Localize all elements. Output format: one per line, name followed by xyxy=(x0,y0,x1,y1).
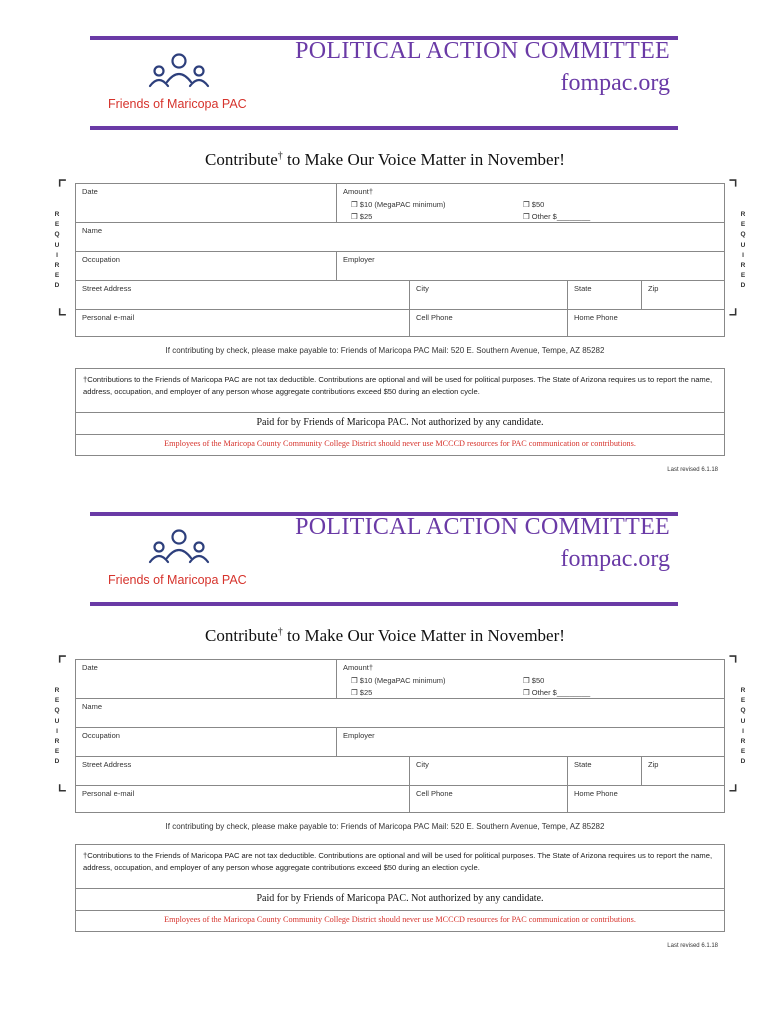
contribution-form xyxy=(75,659,725,813)
left-bracket-top: ⌜ xyxy=(57,176,68,201)
legal-notice xyxy=(75,368,725,456)
revision-date: Last revised 6.1.18 xyxy=(667,943,718,949)
logo-org-name: Friends of Maricopa PAC xyxy=(108,573,247,587)
people-icon xyxy=(148,52,210,92)
paid-for-statement: Paid for by Friends of Maricopa PAC. Not authorized by any candidate. xyxy=(256,893,544,904)
notice-divider xyxy=(76,910,724,911)
notice-divider xyxy=(76,888,724,889)
occupation-field[interactable]: Occupation xyxy=(76,728,337,757)
amount-option-50[interactable]: ❒ $50 xyxy=(523,676,545,685)
right-bracket-bottom: ⌟ xyxy=(728,770,739,795)
home-phone-field[interactable]: Home Phone xyxy=(574,789,618,798)
check-payment-instructions: If contributing by check, please make payable to: Friends of Maricopa PAC Mail: 520 E. Southern Avenue, Tempe, AZ 85282 xyxy=(165,346,605,355)
amount-field: Amount† ❒ $10 (MegaPAC minimum) ❒ $25 ❒ $50 ❒ Other $________ xyxy=(337,184,724,223)
amount-option-other[interactable]: ❒ Other $________ xyxy=(523,688,591,697)
header-url[interactable]: fompac.org xyxy=(560,546,670,572)
left-bracket-top: ⌜ xyxy=(57,652,68,677)
street-address-field[interactable]: Street Address xyxy=(76,281,410,310)
notice-divider xyxy=(76,412,724,413)
cell-phone-field[interactable]: Cell Phone xyxy=(410,310,568,336)
form-headline: Contribute† to Make Our Voice Matter in November! xyxy=(205,626,565,645)
header-bottom-rule xyxy=(90,126,678,130)
header-bottom-rule xyxy=(90,602,678,606)
amount-option-25[interactable]: ❒ $25 xyxy=(351,212,373,221)
form-headline: Contribute† to Make Our Voice Matter in November! xyxy=(205,150,565,169)
tax-disclaimer: †Contributions to the Friends of Maricopa PAC are not tax deductible. Contributions are optional and will be used for political purposes. The State of Arizona requires us to report the name, address, occupation, and employer of any person whose aggregate contributions exceed $50 during an election cycle. xyxy=(83,375,713,396)
pac-logo xyxy=(100,44,260,118)
header-url[interactable]: fompac.org xyxy=(560,70,670,96)
date-field[interactable]: Date xyxy=(76,660,337,699)
right-bracket-top: ⌝ xyxy=(728,176,739,201)
amount-option-10[interactable]: ❒ $10 (MegaPAC minimum) xyxy=(351,676,446,685)
revision-date: Last revised 6.1.18 xyxy=(667,467,718,473)
zip-field[interactable]: Zip xyxy=(642,757,724,786)
legal-notice xyxy=(75,844,725,932)
header-title: POLITICAL ACTION COMMITTEE xyxy=(295,38,670,64)
employer-field[interactable]: Employer xyxy=(337,728,724,757)
name-field[interactable]: Name xyxy=(76,699,724,728)
amount-field: Amount† ❒ $10 (MegaPAC minimum) ❒ $25 ❒ $50 ❒ Other $________ xyxy=(337,660,724,699)
date-field[interactable]: Date xyxy=(76,184,337,223)
right-bracket-top: ⌝ xyxy=(728,652,739,677)
amount-option-10[interactable]: ❒ $10 (MegaPAC minimum) xyxy=(351,200,446,209)
amount-option-50[interactable]: ❒ $50 xyxy=(523,200,545,209)
required-label-left: R E Q U I R E D xyxy=(54,211,60,290)
left-bracket-bottom: ⌞ xyxy=(57,770,68,795)
home-phone-field[interactable]: Home Phone xyxy=(574,313,618,322)
employee-warning: Employees of the Maricopa County Community College District should never use MCCCD resources for PAC communication or contributions. xyxy=(164,915,636,924)
email-field[interactable]: Personal e-mail xyxy=(76,786,410,812)
amount-option-other[interactable]: ❒ Other $________ xyxy=(523,212,591,221)
contribution-form xyxy=(75,183,725,337)
tax-disclaimer: †Contributions to the Friends of Maricopa PAC are not tax deductible. Contributions are optional and will be used for political purposes. The State of Arizona requires us to report the name, address, occupation, and employer of any person whose aggregate contributions exceed $50 during an election cycle. xyxy=(83,851,713,872)
contribution-form-copy-1 xyxy=(0,0,770,476)
required-label-right: R E Q U I R E D xyxy=(740,211,746,290)
name-field[interactable]: Name xyxy=(76,223,724,252)
notice-divider xyxy=(76,434,724,435)
left-bracket-bottom: ⌞ xyxy=(57,294,68,319)
city-field[interactable]: City xyxy=(410,757,568,786)
pac-logo xyxy=(100,520,260,594)
cell-phone-field[interactable]: Cell Phone xyxy=(410,786,568,812)
state-field[interactable]: State xyxy=(568,281,642,310)
paid-for-statement: Paid for by Friends of Maricopa PAC. Not authorized by any candidate. xyxy=(256,417,544,428)
contribution-form-copy-2 xyxy=(0,476,770,952)
zip-field[interactable]: Zip xyxy=(642,281,724,310)
employee-warning: Employees of the Maricopa County Community College District should never use MCCCD resources for PAC communication or contributions. xyxy=(164,439,636,448)
occupation-field[interactable]: Occupation xyxy=(76,252,337,281)
check-payment-instructions: If contributing by check, please make payable to: Friends of Maricopa PAC Mail: 520 E. Southern Avenue, Tempe, AZ 85282 xyxy=(165,822,605,831)
required-label-left: R E Q U I R E D xyxy=(54,687,60,766)
employer-field[interactable]: Employer xyxy=(337,252,724,281)
city-field[interactable]: City xyxy=(410,281,568,310)
street-address-field[interactable]: Street Address xyxy=(76,757,410,786)
logo-org-name: Friends of Maricopa PAC xyxy=(108,97,247,111)
state-field[interactable]: State xyxy=(568,757,642,786)
right-bracket-bottom: ⌟ xyxy=(728,294,739,319)
people-icon xyxy=(148,528,210,568)
required-label-right: R E Q U I R E D xyxy=(740,687,746,766)
amount-option-25[interactable]: ❒ $25 xyxy=(351,688,373,697)
header-title: POLITICAL ACTION COMMITTEE xyxy=(295,514,670,540)
email-field[interactable]: Personal e-mail xyxy=(76,310,410,336)
